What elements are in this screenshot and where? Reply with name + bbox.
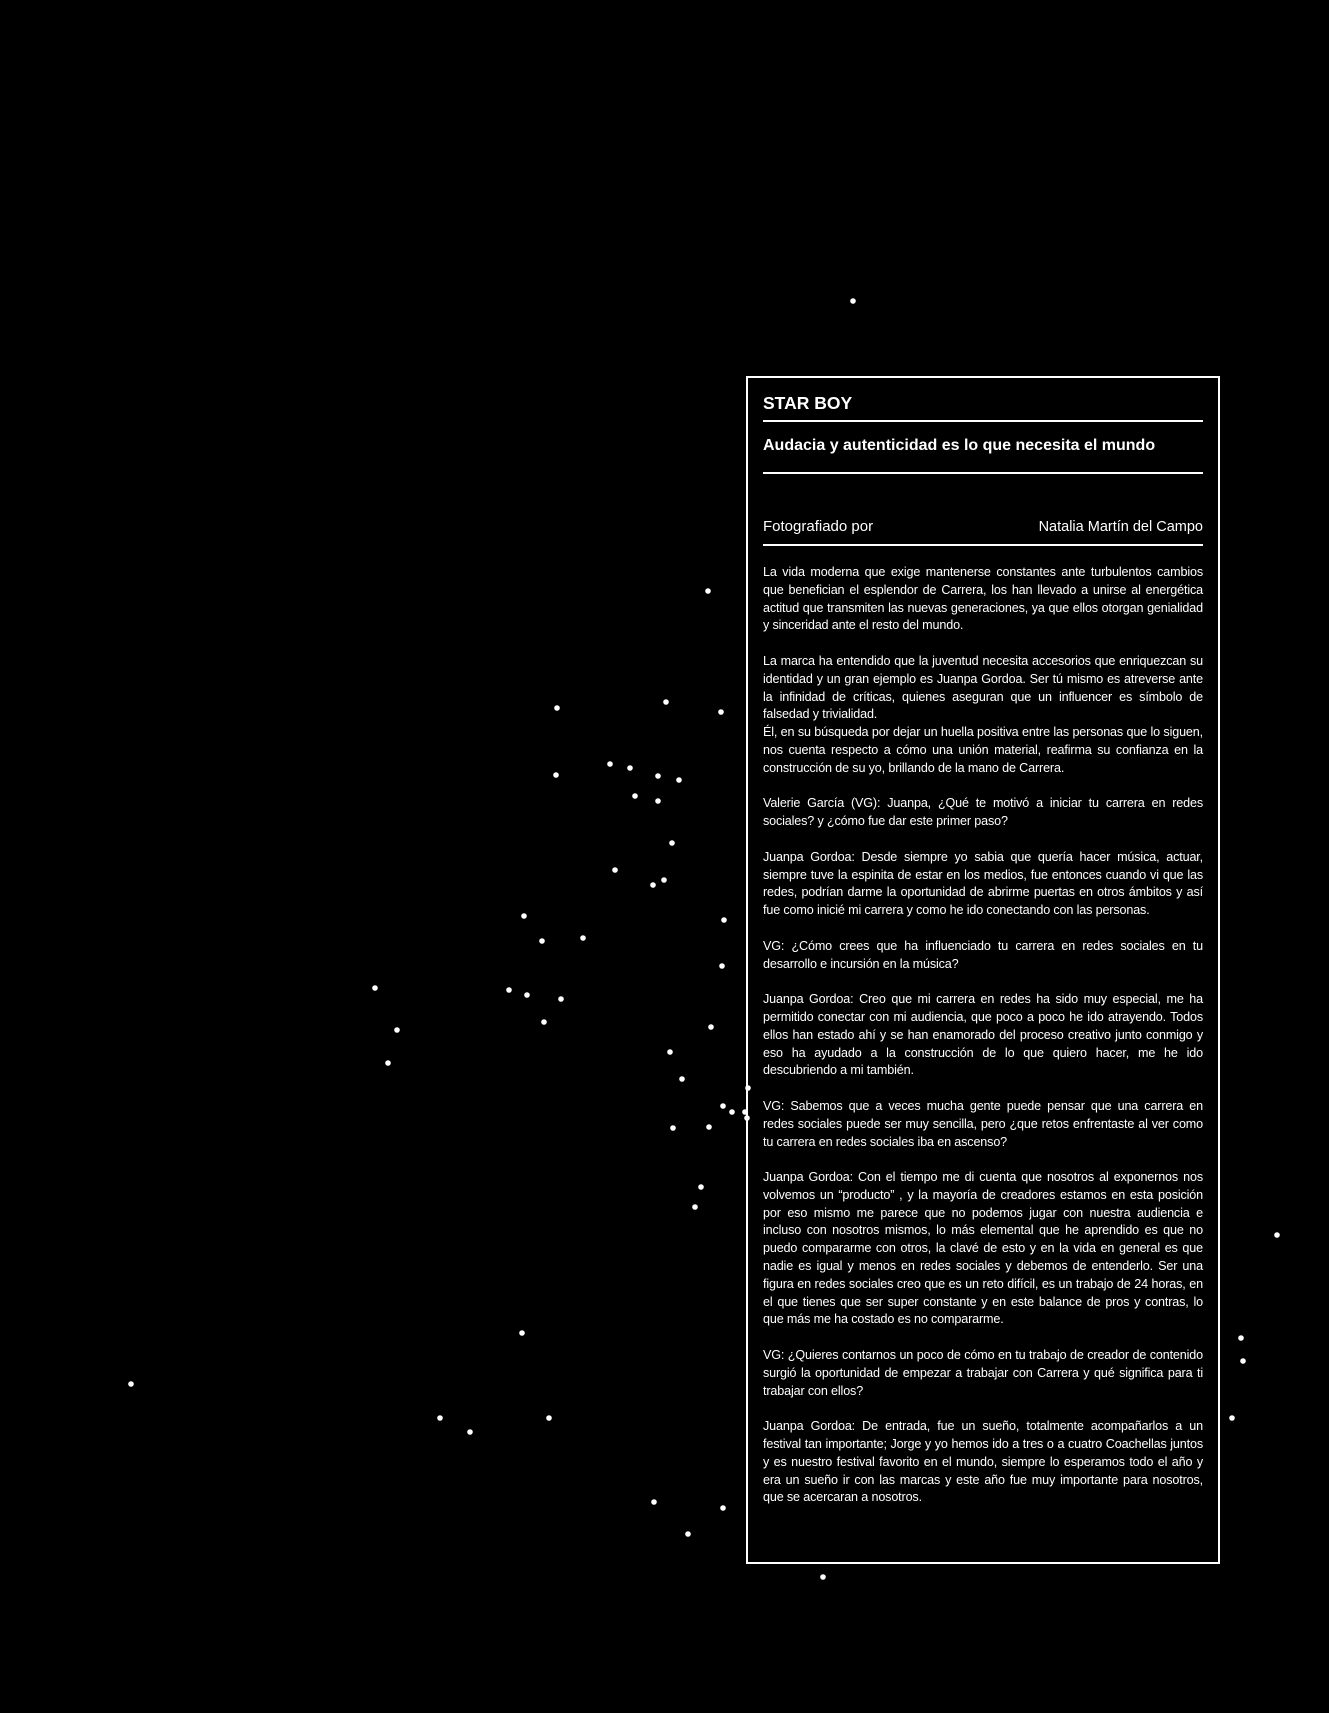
article-body: [763, 546, 1203, 1507]
star-dot: [663, 699, 669, 705]
star-dot: [1229, 1415, 1235, 1421]
star-dot: [506, 987, 512, 993]
star-dot: [661, 877, 667, 883]
star-dot: [1240, 1358, 1246, 1364]
interview-question: VG: ¿Quieres contarnos un poco de cómo en tu trabajo de creador de contenido surgió la oportunidad de empezar a trabajar con Carrera y qué significa para ti trabajar con ellos?: [763, 1348, 1203, 1398]
star-dot: [685, 1531, 691, 1537]
star-dot: [524, 992, 530, 998]
interview-answer: Juanpa Gordoa: Con el tiempo me di cuenta que nosotros al exponernos nos volvemos un “producto” , y la mayoría de creadores estamos en esta posición por eso mismo me parece que no podemos jugar con nuestra audiencia e incluso con nosotros mismos, lo más elemental que he aprendido es que no puedo compararme con otros, la clavé de esto y en la vida en general es que nadie es igual y menos en redes sociales y debemos de entenderlo. Ser una figura en redes sociales creo que es un reto difícil, es un trabajo de 24 horas, en el que tienes que ser super constante y en este balance de pros y contras, lo que más me ha costado es no compararme.: [763, 1170, 1203, 1327]
star-dot: [650, 882, 656, 888]
interview-answer: Juanpa Gordoa: Desde siempre yo sabia que quería hacer música, actuar, siempre tuve la espinita de estar en los medios, fue entonces cuando vi que las redes, podrían darme la oportunidad de abrirme puertas en otros ámbitos y así fue como inicié mi carrera y como he ido conectando con las personas.: [763, 849, 1203, 918]
star-dot: [850, 298, 856, 304]
star-dot: [385, 1060, 391, 1066]
star-dot: [718, 709, 724, 715]
interview-answer: Juanpa Gordoa: De entrada, fue un sueño, totalmente acompañarlos a un festival tan importante; Jorge y yo hemos ido a tres o a cuatro Coachellas juntos y es nuestro festival favorito en el mundo, siempre lo esperamos todo el año y era un sueño ir con las marcas y este año fue muy importante para nosotros, que se acercaran a nosotros.: [763, 1419, 1203, 1505]
star-dot: [679, 1076, 685, 1082]
star-dot: [655, 773, 661, 779]
star-dot: [580, 935, 586, 941]
star-dot: [667, 1049, 673, 1055]
star-dot: [705, 588, 711, 594]
photographer-name: Natalia Martín del Campo: [1038, 519, 1203, 535]
star-dot: [612, 867, 618, 873]
article-headline: Audacia y autenticidad es lo que necesita el mundo: [763, 437, 1156, 454]
interview-answer: Juanpa Gordoa: Creo que mi carrera en redes ha sido muy especial, me ha permitido conectar con mi audiencia, que poco a poco he ido atrayendo. Todos ellos han estado ahí y se han enamorado del proceso creativo junto conmigo y eso ha ayudado a la construcción de lo que quiero hacer, me he ido descubriendo a mi también.: [763, 992, 1203, 1078]
divider-rule: [763, 472, 1203, 474]
article-kicker: STAR BOY: [763, 393, 853, 413]
star-dot: [721, 917, 727, 923]
star-dot: [627, 765, 633, 771]
star-dot: [558, 996, 564, 1002]
star-dot: [720, 1505, 726, 1511]
star-dot: [729, 1109, 735, 1115]
star-dot: [632, 793, 638, 799]
star-dot: [676, 777, 682, 783]
intro-paragraph: La vida moderna que exige mantenerse constantes ante turbulentos cambios que benefician el esplendor de Carrera, los han llevado a unirse al energética actitud que transmiten las nuevas generaciones, ya que ellos otorgan genialidad y sinceridad ante el resto del mundo.: [763, 565, 1203, 633]
star-dot: [706, 1124, 712, 1130]
star-dot: [128, 1381, 134, 1387]
star-dot: [554, 705, 560, 711]
star-dot: [521, 913, 527, 919]
star-dot: [546, 1415, 552, 1421]
star-dot: [539, 938, 545, 944]
star-dot: [651, 1499, 657, 1505]
photo-credit: [763, 518, 1203, 544]
photo-credit-label: Fotografiado por: [763, 518, 874, 535]
star-dot: [669, 840, 675, 846]
star-dot: [698, 1184, 704, 1190]
star-dot: [692, 1204, 698, 1210]
star-dot: [553, 772, 559, 778]
article-card: [746, 376, 1220, 1564]
star-dot: [670, 1125, 676, 1131]
star-dot: [708, 1024, 714, 1030]
star-dot: [1238, 1335, 1244, 1341]
star-dot: [467, 1429, 473, 1435]
star-dot: [720, 1103, 726, 1109]
intro-paragraph: La marca ha entendido que la juventud necesita accesorios que enriquezcan su identidad y un gran ejemplo es Juanpa Gordoa. Ser tú mismo es atreverse ante la infinidad de críticas, quienes aseguran que un influencer es símbolo de falsedad y trivialidad.: [763, 653, 1203, 722]
star-dot: [541, 1019, 547, 1025]
intro-paragraph: Él, en su búsqueda por dejar un huella positiva entre las personas que lo siguen, nos cuenta respecto a cómo una unión material, reafirma su confianza en la construcción de su yo, brillando de la mano de Carrera.: [763, 725, 1203, 775]
star-dot: [1274, 1232, 1280, 1238]
star-dot: [372, 985, 378, 991]
star-dot: [655, 798, 661, 804]
star-dot: [607, 761, 613, 767]
interview-question: VG: Sabemos que a veces mucha gente puede pensar que una carrera en redes sociales puede ser muy sencilla, pero ¿que retos enfrentaste al ver como tu carrera en redes sociales iba en ascenso?: [763, 1098, 1203, 1149]
star-dot: [437, 1415, 443, 1421]
interview-question: VG: ¿Cómo crees que ha influenciado tu carrera en redes sociales en tu desarrollo e incursión en la música?: [763, 938, 1203, 971]
star-dot: [719, 963, 725, 969]
star-dot: [519, 1330, 525, 1336]
star-dot: [820, 1574, 826, 1580]
interview-question: Valerie García (VG): Juanpa, ¿Qué te motivó a iniciar tu carrera en redes sociales? y ¿cómo fue dar este primer paso?: [763, 796, 1203, 829]
star-dot: [394, 1027, 400, 1033]
